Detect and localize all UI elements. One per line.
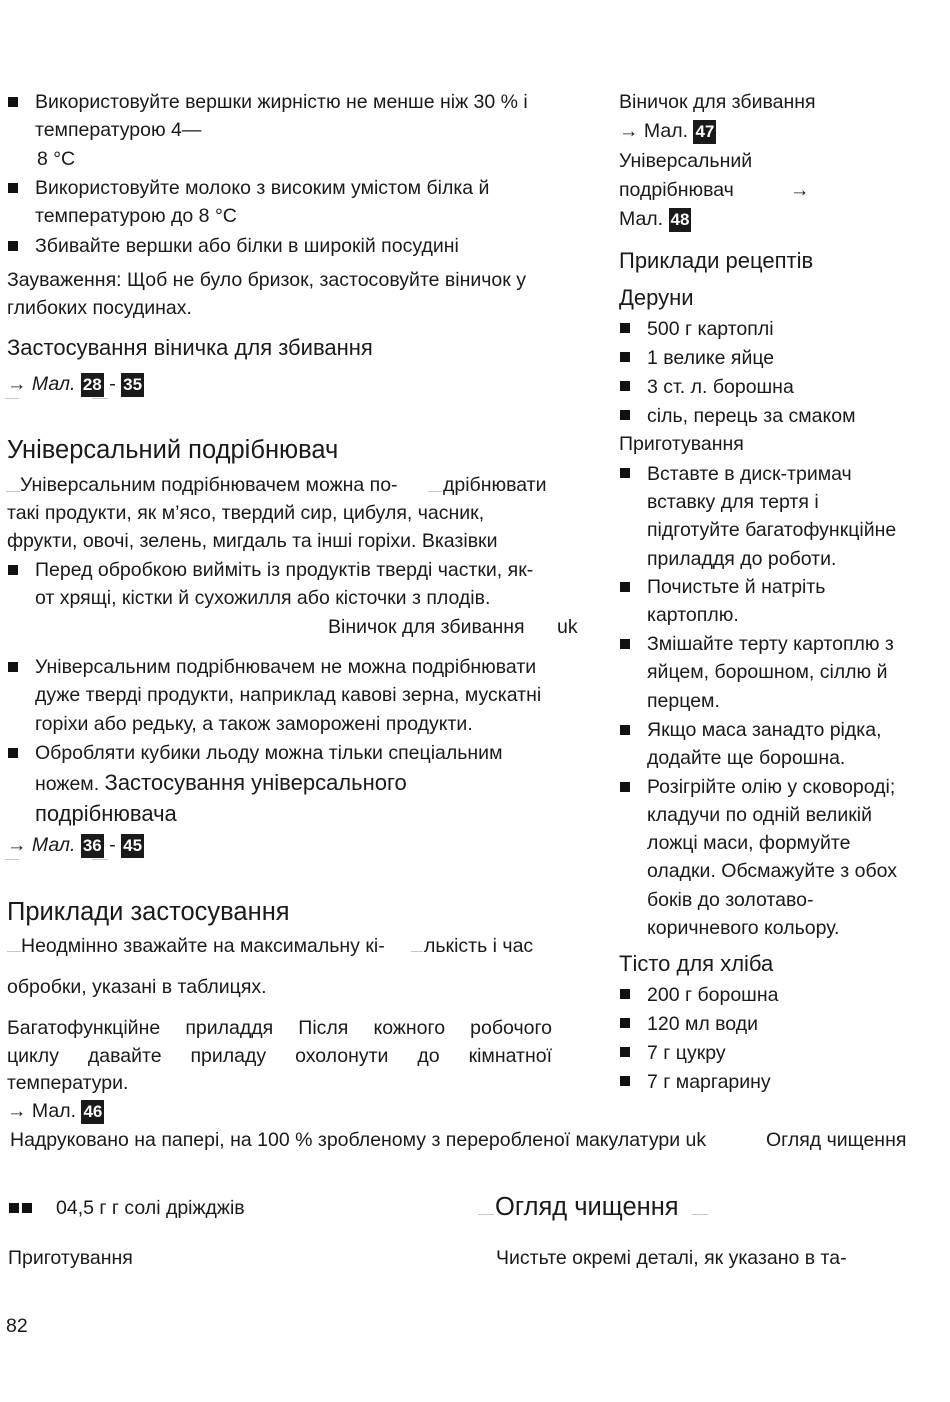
ingredient: 1 велике яйце bbox=[647, 347, 775, 369]
figure-number: 35 bbox=[121, 373, 144, 397]
figure-ref-prefix: → Мал. bbox=[619, 120, 689, 142]
recipe-title: Деруни bbox=[619, 285, 694, 310]
accessory-label: Універсальний bbox=[619, 150, 753, 172]
preparation-label: Приготування bbox=[8, 1247, 133, 1269]
step-text: приладдя до роботи. bbox=[647, 548, 837, 570]
bullet-marker bbox=[8, 565, 18, 575]
section-heading: Приклади рецептів bbox=[619, 248, 814, 273]
figure-number: 48 bbox=[669, 208, 692, 232]
figure-reference[interactable] bbox=[7, 370, 144, 398]
figure-ref-prefix: → Мал. bbox=[7, 373, 76, 395]
ingredient: 3 ст. л. борошна bbox=[647, 376, 794, 398]
note-text: Зауваження: Щоб не було бризок, застосовуйте віничок у bbox=[7, 269, 526, 291]
step-text: ложці маси, формуйте bbox=[647, 832, 851, 854]
paragraph-text: циклу давайте приладу охолонути до кімнатної bbox=[7, 1045, 552, 1067]
range-dash: - bbox=[109, 834, 116, 856]
paragraph-text: температури. bbox=[7, 1072, 129, 1094]
bullet-marker bbox=[620, 468, 630, 478]
figure-reference[interactable] bbox=[619, 117, 716, 145]
bullet-marker bbox=[620, 381, 630, 391]
step-text: картоплю. bbox=[647, 604, 739, 626]
figure-number: 36 bbox=[81, 834, 104, 858]
step-text: яйцем, борошном, сіллю й bbox=[647, 661, 888, 683]
paragraph-text: Неодмінно зважайте на максимальну кі- bbox=[21, 935, 385, 957]
figure-reference[interactable] bbox=[7, 1097, 104, 1125]
paragraph-text: обробки, указані в таблицях. bbox=[7, 976, 267, 998]
cleaning-overview-header: Огляд чищення bbox=[766, 1129, 907, 1151]
step-text: Вставте в диск-тримач bbox=[647, 463, 852, 485]
section-title: Приклади застосування bbox=[7, 898, 290, 926]
step-text: Якщо маса занадто рідка, bbox=[647, 719, 882, 741]
bullet-text: Використовуйте молоко з високим умістом білка й bbox=[35, 177, 490, 199]
divider bbox=[478, 1214, 494, 1215]
range-dash: - bbox=[109, 373, 116, 395]
bullet-marker bbox=[620, 1076, 630, 1086]
bullet-marker bbox=[620, 410, 630, 420]
figure-reference[interactable] bbox=[7, 831, 144, 859]
step-text: Змішайте терту картоплю з bbox=[647, 633, 894, 655]
bullet-text bbox=[35, 768, 407, 798]
figure-reference[interactable] bbox=[619, 205, 691, 233]
bullet-marker bbox=[620, 725, 630, 735]
paragraph-text: Багатофункційне приладдя Після кожного робочого bbox=[7, 1017, 552, 1039]
bullet-marker bbox=[620, 639, 630, 649]
bullet-text: Обробляти кубики льоду можна тільки спеціальним bbox=[35, 742, 503, 764]
arrow-icon: → bbox=[790, 179, 810, 201]
divider bbox=[5, 398, 19, 399]
inline-heading: Застосування універсального bbox=[104, 770, 407, 795]
section-title: Огляд чищення bbox=[495, 1193, 679, 1221]
bullet-marker bbox=[620, 1018, 630, 1028]
divider bbox=[92, 859, 108, 860]
step-text: коричневого кольору. bbox=[647, 917, 840, 939]
paragraph-text: лькість і час bbox=[424, 935, 534, 957]
ingredient: 04,5 г г солі дріжджів bbox=[56, 1197, 245, 1219]
page-number: 82 bbox=[6, 1315, 28, 1337]
language-code: uk bbox=[557, 616, 578, 638]
bullet-text-part: ножем. bbox=[35, 773, 100, 795]
bullet-marker bbox=[8, 97, 18, 107]
step-text: підготуйте багатофункційне bbox=[647, 519, 897, 541]
step-text: оладки. Обсмажуйте з обох bbox=[647, 860, 898, 882]
paragraph-text: дрібнювати bbox=[443, 474, 547, 496]
bullet-marker bbox=[620, 582, 630, 592]
print-notice: Надруковано на папері, на 100 % зробленому з переробленої макулатури uk bbox=[10, 1129, 707, 1151]
bullet-marker bbox=[620, 323, 630, 333]
section-heading: Застосування віничка для збивання bbox=[7, 335, 373, 360]
figure-ref-prefix: → Мал. bbox=[7, 834, 76, 856]
step-text: вставку для тертя і bbox=[647, 491, 819, 513]
divider bbox=[5, 859, 19, 860]
figure-ref-prefix: Мал. bbox=[619, 208, 664, 230]
bullet-text: от хрящі, кістки й сухожилля або кісточки з плодів. bbox=[35, 587, 491, 609]
step-text: Почистьте й натріть bbox=[647, 576, 826, 598]
paragraph-text: Чистьте окремі деталі, як указано в та- bbox=[496, 1247, 847, 1269]
section-title: Універсальний подрібнювач bbox=[7, 436, 339, 464]
ingredient: 500 г картоплі bbox=[647, 318, 774, 340]
divider bbox=[411, 951, 423, 952]
figure-ref-prefix: → Мал. bbox=[7, 1100, 77, 1122]
running-head: Віничок для збивання bbox=[328, 616, 525, 638]
bullet-text: Використовуйте вершки жирністю не менше ніж 30 % і bbox=[35, 91, 528, 113]
bullet-text: Збивайте вершки або білки в широкій посудині bbox=[35, 235, 459, 257]
bullet-marker bbox=[620, 989, 630, 999]
ingredient: сіль, перець за смаком bbox=[647, 405, 856, 427]
divider bbox=[692, 1214, 708, 1215]
step-text: перцем. bbox=[647, 690, 720, 712]
ingredient: 200 г борошна bbox=[647, 984, 779, 1006]
ingredient: 7 г маргарину bbox=[647, 1071, 771, 1093]
bullet-marker bbox=[8, 748, 18, 758]
figure-number: 28 bbox=[81, 373, 104, 397]
paragraph-text: такі продукти, як м’ясо, твердий сир, цибуля, часник, bbox=[7, 502, 485, 524]
divider bbox=[7, 951, 21, 952]
step-text: Розігрійте олію у сковороді; bbox=[647, 776, 896, 798]
step-text: додайте ще борошна. bbox=[647, 747, 846, 769]
bullet-marker bbox=[22, 1203, 32, 1213]
accessory-label: подрібнювач bbox=[619, 179, 734, 201]
bullet-text: температурою до 8 °C bbox=[35, 205, 237, 227]
bullet-text: горіхи або редьку, а також заморожені продукти. bbox=[35, 713, 473, 735]
bullet-text: дуже тверді продукти, наприклад кавові зерна, мускатні bbox=[35, 684, 542, 706]
bullet-marker bbox=[8, 662, 18, 672]
bullet-marker bbox=[620, 352, 630, 362]
ingredient: 120 мл води bbox=[647, 1013, 758, 1035]
figure-number: 45 bbox=[121, 834, 144, 858]
figure-number: 47 bbox=[693, 120, 716, 144]
step-text: боків до золотаво- bbox=[647, 889, 814, 911]
note-text: глибоких посудинах. bbox=[7, 297, 192, 319]
step-text: кладучи по одній великій bbox=[647, 804, 872, 826]
bullet-text: 8 °C bbox=[37, 148, 76, 170]
figure-number: 46 bbox=[81, 1100, 104, 1124]
divider bbox=[428, 491, 442, 492]
recipe-title: Тісто для хліба bbox=[619, 951, 774, 976]
divider bbox=[92, 398, 108, 399]
bullet-text: температурою 4— bbox=[35, 119, 202, 141]
ingredient: 7 г цукру bbox=[647, 1042, 726, 1064]
bullet-marker bbox=[9, 1203, 19, 1213]
bullet-text: Перед обробкою вийміть із продуктів тверді частки, як- bbox=[35, 559, 534, 581]
bullet-text: Універсальним подрібнювачем не можна подрібнювати bbox=[35, 656, 537, 678]
bullet-marker bbox=[8, 241, 18, 251]
bullet-marker bbox=[620, 782, 630, 792]
bullet-marker bbox=[620, 1047, 630, 1057]
paragraph-text: фрукти, овочі, зелень, мигдаль та інші горіхи. Вказівки bbox=[7, 530, 498, 552]
accessory-label: Віничок для збивання bbox=[619, 91, 816, 113]
preparation-label: Приготування bbox=[619, 433, 744, 455]
inline-heading: подрібнювача bbox=[35, 801, 177, 826]
paragraph-text: Універсальним подрібнювачем можна по- bbox=[20, 474, 398, 496]
divider bbox=[6, 491, 20, 492]
bullet-marker bbox=[8, 183, 18, 193]
